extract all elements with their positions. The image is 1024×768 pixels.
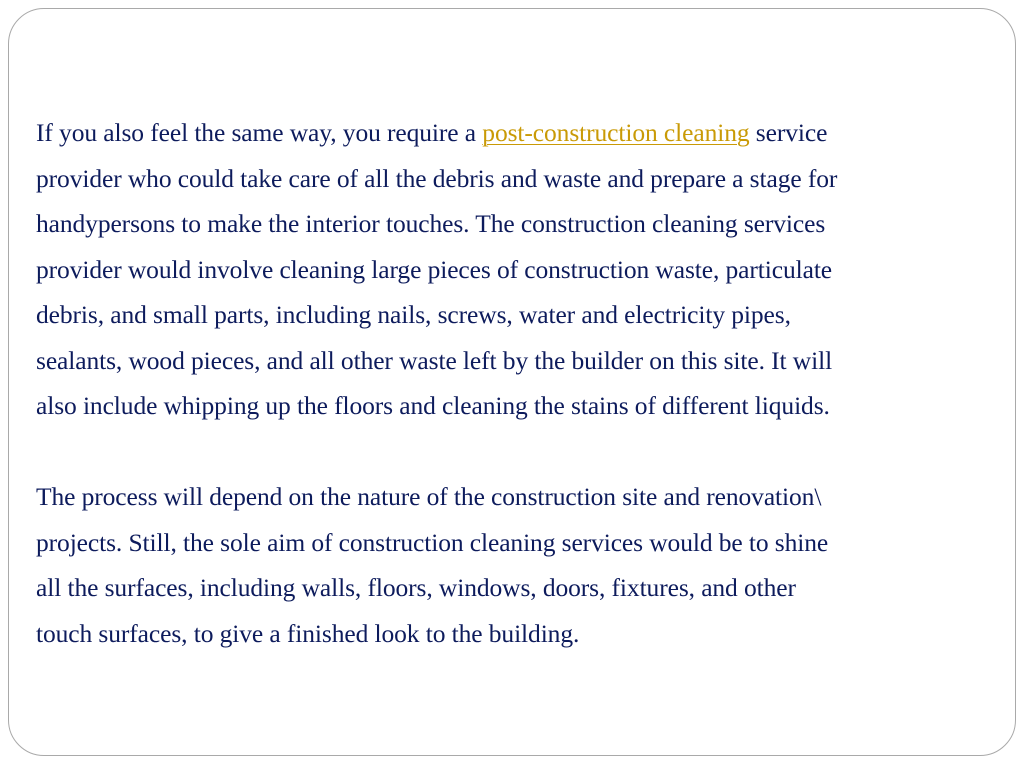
- paragraph-1: [36, 110, 1021, 429]
- paragraph-1-line-7: also include whipping up the floors and cleaning the stains of different liquids.: [36, 391, 830, 420]
- paragraph-1-line-1: [36, 110, 1021, 156]
- paragraph-2: [36, 474, 1021, 656]
- paragraph-gap: [36, 429, 1021, 475]
- paragraph-1-line-5: debris, and small parts, including nails, screws, water and electricity pipes,: [36, 300, 791, 329]
- paragraph-2-line-3: all the surfaces, including walls, floors, windows, doors, fixtures, and other: [36, 573, 796, 602]
- paragraph-1-line-4: provider would involve cleaning large pieces of construction waste, particulate: [36, 254, 833, 284]
- line-1-text-before: If you also feel the same way, you require a: [36, 118, 483, 147]
- paragraph-1-line-6: sealants, wood pieces, and all other waste left by the builder on this site. It will: [36, 345, 833, 375]
- paragraph-2-line-2: projects. Still, the sole aim of construction cleaning services would be to shine: [36, 527, 829, 557]
- line-1-text-after: service: [749, 118, 828, 147]
- slide-body: [36, 110, 1021, 656]
- paragraph-2-line-4: touch surfaces, to give a finished look to the building.: [36, 618, 580, 648]
- post-construction-cleaning-link[interactable]: post-construction cleaning: [482, 118, 750, 147]
- paragraph-1-line-2: provider who could take care of all the debris and waste and prepare a stage for: [36, 163, 838, 193]
- paragraph-1-line-3: handypersons to make the interior touches. The construction cleaning services: [36, 209, 826, 238]
- paragraph-2-line-1: The process will depend on the nature of the construction site and renovation\: [36, 482, 822, 511]
